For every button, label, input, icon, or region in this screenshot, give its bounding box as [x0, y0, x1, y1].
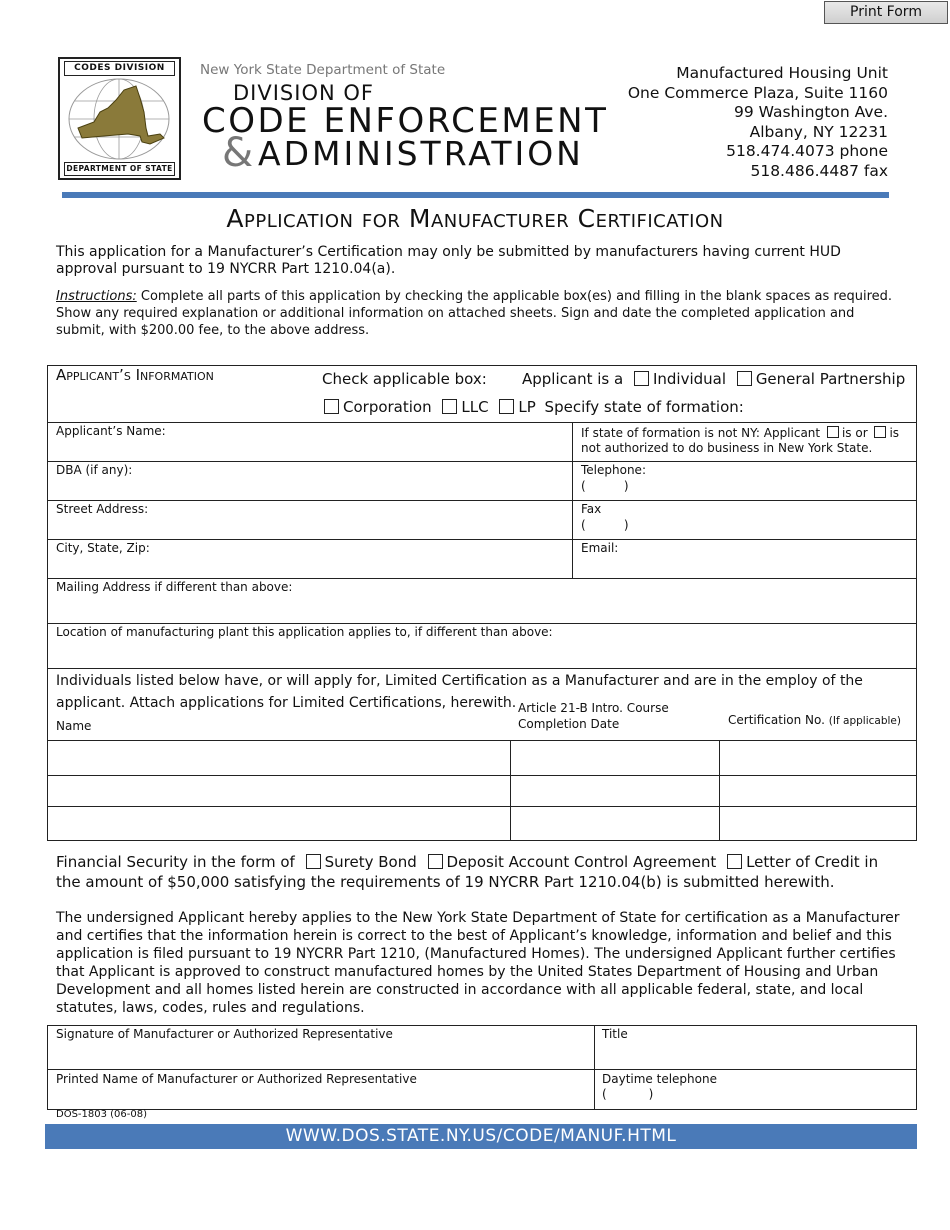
applicant-is-label: Applicant is a: [522, 370, 624, 388]
individual-label: Individual: [652, 370, 727, 388]
footer-url-link[interactable]: WWW.DOS.STATE.NY.US/CODE/MANUF.HTML: [45, 1124, 917, 1149]
address-line: 99 Washington Ave.: [734, 103, 888, 122]
street-address-label: Street Address:: [56, 502, 149, 516]
col-cert-label: Certification No.: [728, 713, 825, 727]
financial-security: [56, 852, 916, 892]
agency-name: New York State Department of State: [200, 62, 446, 78]
deposit-agreement-label: Deposit Account Control Agreement: [446, 853, 717, 871]
row-divider: [47, 500, 917, 501]
section-title: Applicant’s Information: [56, 366, 214, 384]
telephone-field[interactable]: ( ): [581, 479, 629, 493]
division-of-heading: DIVISION OF: [233, 81, 374, 105]
row-divider: [47, 461, 917, 462]
dba-label: DBA (if any):: [56, 463, 133, 477]
declaration-text: The undersigned Applicant hereby applies to the New York State Department of State for certification as a Manufacturer and certifies that the information herein is correct to the best of Applicant’s knowledge, information and belief and this application is filed pursuant to 19 NYCRR Part 1210, (Manufactured Homes). The undersigned Applicant further certifies that Applicant is approved to construct manufactured homes by the United States Department of Housing and Urban Development and all homes listed herein are constructed in accordance with all applicable federal, state, and local statutes, laws, codes, rules and regulations.: [56, 910, 900, 1016]
state-note-is: is or: [841, 426, 868, 440]
llc-label: LLC: [461, 398, 489, 416]
col-cert-header: [728, 713, 901, 727]
row-divider: [47, 578, 917, 579]
lp-label: LP: [518, 398, 536, 416]
instructions-text: Complete all parts of this application by checking the applicable box(es) and filling in the blank spaces as required. Show any required explanation or additional information on attached sheets. Sign and date the completed application and submit, with $200.00 fee, to the above address.: [56, 289, 893, 338]
partnership-checkbox[interactable]: [737, 371, 752, 386]
address-line: One Commerce Plaza, Suite 1160: [627, 83, 888, 102]
title-label: Title: [602, 1027, 628, 1041]
col-course-header: Article 21-B Intro. Course Completion Date: [518, 701, 669, 731]
letter-of-credit-label: Letter of Credit in: [746, 853, 879, 871]
state-note-text-2: not authorized to do business in New York State.: [581, 441, 873, 455]
fax-label: Fax: [581, 502, 602, 516]
column-divider: [719, 740, 720, 841]
address-line: Albany, NY 12231: [749, 122, 888, 141]
row-divider: [47, 806, 917, 807]
globe-state-map-icon: [64, 76, 175, 162]
state-formation-note: [581, 426, 911, 456]
office-address: [628, 64, 888, 182]
logo-top-text: CODES DIVISION: [64, 61, 175, 76]
surety-bond-label: Surety Bond: [324, 853, 417, 871]
applicant-type-row2: [318, 398, 744, 416]
applicant-type-row1: [522, 370, 905, 388]
financial-prefix: Financial Security in the form of: [56, 853, 295, 871]
column-divider: [510, 740, 511, 841]
ampersand-glyph: &: [222, 130, 254, 176]
row-divider: [47, 422, 917, 423]
intro-text: This application for a Manufacturer’s Certification may only be submitted by manufacturers having current HUD approval pursuant to 19 NYCRR Part 1210.04(a).: [56, 244, 841, 277]
telephone-label: Telephone:: [581, 463, 646, 477]
state-note-is2: is: [889, 426, 900, 440]
mailing-address-label: Mailing Address if different than above:: [56, 580, 293, 594]
authorized-checkbox[interactable]: [827, 426, 839, 438]
signature-label: Signature of Manufacturer or Authorized Representative: [56, 1027, 393, 1041]
corporation-checkbox[interactable]: [324, 399, 339, 414]
state-note-text: If state of formation is not NY: Applicant: [581, 426, 821, 440]
corporation-label: Corporation: [343, 398, 432, 416]
administration-heading: ADMINISTRATION: [258, 134, 584, 173]
codes-division-logo: [58, 57, 181, 180]
financial-suffix: the amount of $50,000 satisfying the requirements of 19 NYCRR Part 1210.04(b) is submitted herewith.: [56, 873, 835, 891]
instructions: [56, 288, 906, 339]
row-divider: [47, 668, 917, 669]
individuals-text: Individuals listed below have, or will apply for, Limited Certification as a Manufacturer and are in the employ of the applicant. Attach applications for Limited Certifications, herewith.: [56, 673, 863, 711]
email-label: Email:: [581, 541, 619, 555]
not-authorized-checkbox[interactable]: [874, 426, 886, 438]
logo-bottom-text: DEPARTMENT OF STATE: [64, 162, 175, 176]
instructions-label: Instructions:: [56, 289, 137, 304]
row-divider: [47, 539, 917, 540]
col-cert-note: (If applicable): [828, 715, 901, 727]
individual-checkbox[interactable]: [634, 371, 649, 386]
form-number: DOS-1803 (06-08): [56, 1109, 148, 1120]
printed-name-label: Printed Name of Manufacturer or Authorized Representative: [56, 1072, 417, 1086]
col-name-header: Name: [56, 719, 92, 733]
llc-checkbox[interactable]: [442, 399, 457, 414]
print-form-button[interactable]: Print Form: [824, 1, 948, 24]
column-divider: [594, 1025, 595, 1110]
letter-of-credit-checkbox[interactable]: [727, 854, 742, 869]
plant-location-label: Location of manufacturing plant this application applies to, if different than above:: [56, 625, 553, 639]
lp-checkbox[interactable]: [499, 399, 514, 414]
row-divider: [47, 1069, 917, 1070]
partnership-label: General Partnership: [755, 370, 906, 388]
daytime-telephone-field[interactable]: ( ): [602, 1087, 654, 1101]
daytime-telephone-label: Daytime telephone: [602, 1072, 717, 1086]
row-divider: [47, 623, 917, 624]
address-fax: 518.486.4487 fax: [750, 161, 888, 180]
column-divider: [572, 422, 573, 578]
row-divider: [47, 740, 917, 741]
fax-field[interactable]: ( ): [581, 518, 629, 532]
city-state-zip-label: City, State, Zip:: [56, 541, 150, 555]
specify-state-label: Specify state of formation:: [544, 398, 744, 416]
check-box-prompt: Check applicable box:: [322, 370, 487, 388]
row-divider: [47, 775, 917, 776]
address-phone: 518.474.4073 phone: [726, 142, 888, 161]
surety-bond-checkbox[interactable]: [306, 854, 321, 869]
deposit-agreement-checkbox[interactable]: [428, 854, 443, 869]
applicant-name-label: Applicant’s Name:: [56, 424, 166, 438]
code-enforcement-heading: CODE ENFORCEMENT: [202, 101, 609, 141]
form-title: Application for Manufacturer Certification: [226, 204, 724, 233]
header-divider: [62, 192, 889, 198]
address-line: Manufactured Housing Unit: [676, 64, 888, 82]
